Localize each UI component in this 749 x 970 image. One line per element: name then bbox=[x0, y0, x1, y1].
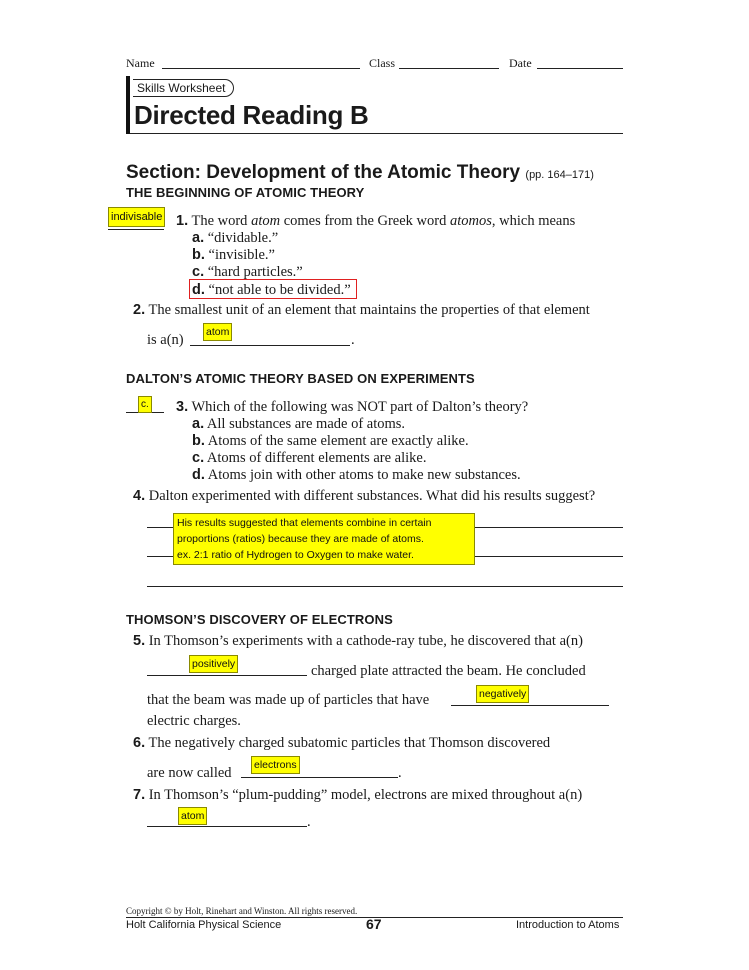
q2-suffix: . bbox=[351, 332, 355, 348]
q4-answer-line-text-3: ex. 2:1 ratio of Hydrogen to Oxygen to make water. bbox=[177, 549, 414, 561]
section-title bbox=[126, 161, 594, 187]
title-underline bbox=[130, 133, 623, 134]
subhead-beginning: THE BEGINNING OF ATOMIC THEORY bbox=[126, 185, 365, 200]
q7-answer-highlight[interactable]: atom bbox=[178, 807, 207, 825]
section-pages: (pp. 164–171) bbox=[525, 169, 594, 181]
q3-answer-highlight[interactable]: c. bbox=[138, 396, 152, 413]
q1-text-b: comes from the Greek word bbox=[283, 213, 447, 229]
skills-worksheet-badge: Skills Worksheet bbox=[133, 79, 234, 97]
q6-answer-highlight[interactable]: electrons bbox=[251, 756, 300, 774]
q5-stem: 5. In Thomson’s experiments with a cathode-ray tube, he discovered that a(n) bbox=[133, 633, 583, 649]
q6-suffix: . bbox=[398, 765, 402, 781]
date-label: Date bbox=[509, 56, 532, 70]
q4-answer-line-text-2: proportions (ratios) because they are made of atoms. bbox=[177, 533, 424, 545]
footer-chapter: Introduction to Atoms bbox=[516, 919, 620, 931]
subhead-dalton: DALTON’S ATOMIC THEORY BASED ON EXPERIMENTS bbox=[126, 371, 475, 386]
q2-answer-line bbox=[190, 345, 350, 346]
q1-word-atomos: atomos bbox=[449, 213, 492, 229]
q5-answer1-highlight[interactable]: positively bbox=[189, 655, 238, 673]
q3-option-c[interactable]: c. Atoms of different elements are alike. bbox=[192, 450, 427, 466]
section-title-text: Section: Development of the Atomic Theory bbox=[126, 162, 521, 183]
q4-answer-note[interactable] bbox=[173, 513, 475, 565]
q4-stem: 4. Dalton experimented with different substances. What did his results suggest? bbox=[133, 488, 596, 504]
q1-answer-highlight[interactable]: indivisable bbox=[108, 207, 165, 227]
q7-answer-line bbox=[147, 826, 307, 827]
q3-option-b[interactable]: b. Atoms of the same element are exactly alike. bbox=[192, 433, 469, 449]
q2-answer-highlight[interactable]: atom bbox=[203, 323, 232, 341]
q6-prefix: are now called bbox=[147, 765, 232, 781]
q1-text-c: , which means bbox=[491, 213, 576, 229]
footer-book-title: Holt California Physical Science bbox=[126, 919, 282, 931]
copyright: Copyright © by Holt, Rinehart and Winston. All rights reserved. bbox=[126, 906, 358, 916]
class-field-line[interactable] bbox=[399, 68, 499, 69]
q1-number: 1. bbox=[176, 213, 189, 229]
date-field-line[interactable] bbox=[537, 68, 623, 69]
q4-answer-line-text-1: His results suggested that elements combine in certain bbox=[177, 517, 432, 529]
q1-selected-answer-box bbox=[189, 279, 357, 299]
q5-line3: that the beam was made up of particles that have bbox=[147, 692, 430, 708]
q5-answer2-highlight[interactable]: negatively bbox=[476, 685, 529, 703]
title-bar-accent bbox=[126, 76, 130, 134]
class-label: Class bbox=[369, 56, 396, 70]
subhead-thomson: THOMSON’S DISCOVERY OF ELECTRONS bbox=[126, 612, 393, 627]
q2-prefix: is a(n) bbox=[147, 332, 184, 348]
q1-option-c[interactable]: c. “hard particles.” bbox=[192, 264, 303, 280]
q5-line4: electric charges. bbox=[147, 713, 241, 729]
q5-answer-line-2 bbox=[451, 705, 609, 706]
q6-stem: 6. The negatively charged subatomic particles that Thomson discovered bbox=[133, 735, 551, 751]
q7-suffix: . bbox=[307, 814, 311, 830]
q5-line2: charged plate attracted the beam. He concluded bbox=[311, 663, 586, 679]
q1-option-b[interactable]: b. “invisible.” bbox=[192, 247, 275, 263]
q1-option-a[interactable]: a. “dividable.” bbox=[192, 230, 279, 246]
q1-text-a: The word bbox=[191, 213, 248, 229]
q6-answer-line bbox=[241, 777, 398, 778]
q2-stem: 2. The smallest unit of an element that maintains the properties of that element bbox=[133, 302, 590, 318]
q4-answer-line-3 bbox=[147, 586, 623, 587]
q7-stem: 7. In Thomson’s “plum-pudding” model, electrons are mixed throughout a(n) bbox=[133, 787, 583, 803]
name-label: Name bbox=[126, 56, 155, 70]
page-number: 67 bbox=[366, 916, 382, 932]
name-field-line[interactable] bbox=[162, 68, 360, 69]
q1-stem bbox=[176, 213, 575, 230]
page-title: Directed Reading B bbox=[134, 100, 369, 130]
q1-word-atom: atom bbox=[251, 213, 281, 229]
q3-option-d[interactable]: d. Atoms join with other atoms to make new substances. bbox=[192, 467, 521, 483]
q3-option-a[interactable]: a. All substances are made of atoms. bbox=[192, 416, 406, 432]
q1-option-d[interactable]: d. “not able to be divided.” bbox=[192, 282, 351, 298]
q1-answer-line bbox=[108, 229, 164, 230]
q5-answer-line-1 bbox=[147, 675, 307, 676]
q3-stem: 3. Which of the following was NOT part of Dalton’s theory? bbox=[176, 399, 529, 415]
